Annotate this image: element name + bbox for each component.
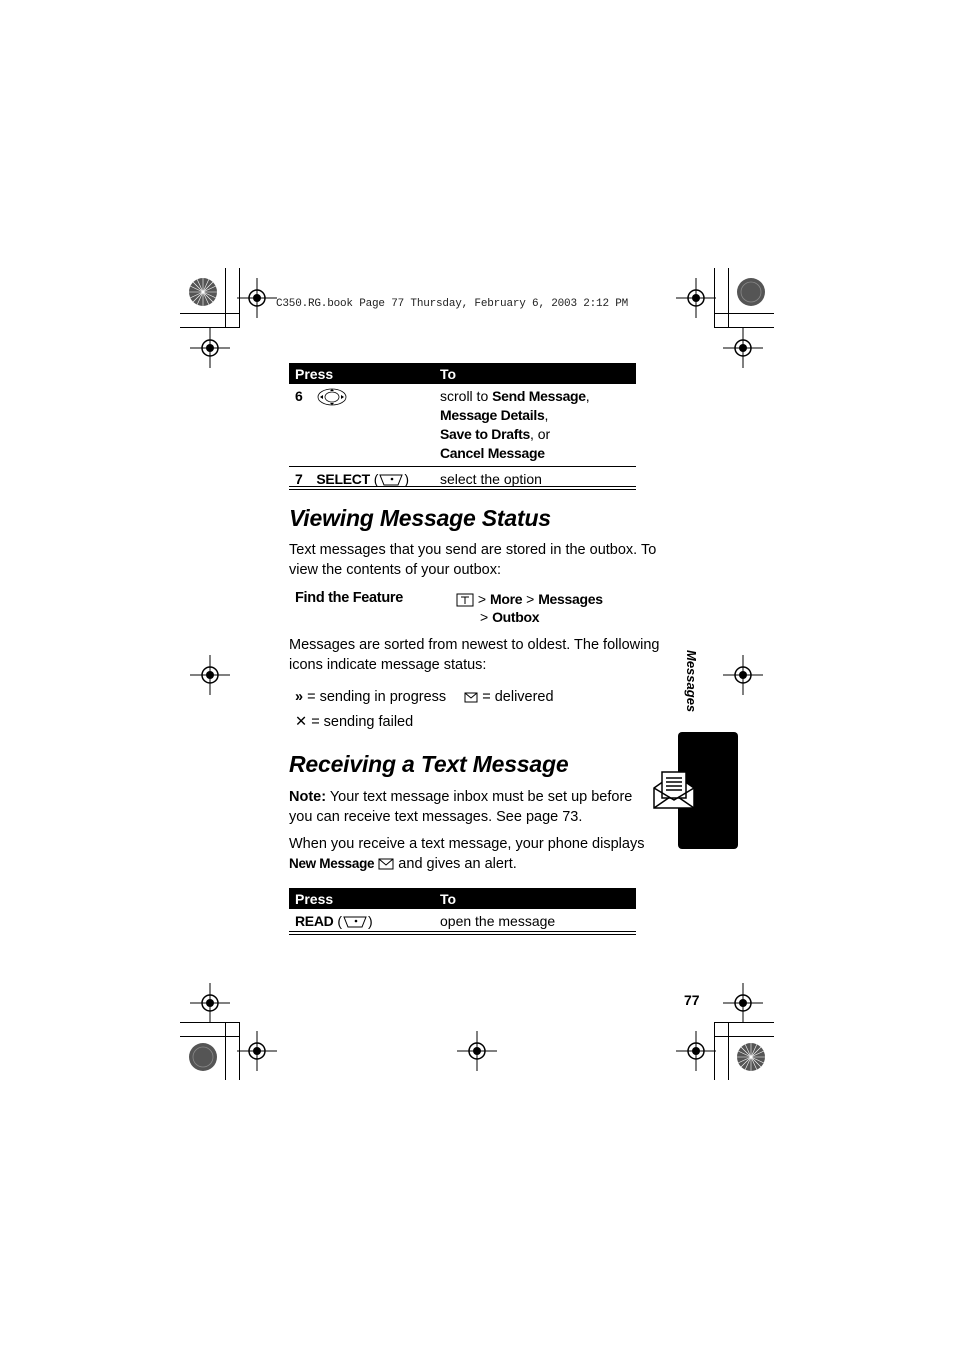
crosshair-mark-icon <box>676 278 716 318</box>
side-section-label: Messages <box>684 650 699 713</box>
crosshair-mark-icon <box>723 328 763 368</box>
crosshair-mark-icon <box>723 655 763 695</box>
path-outbox: Outbox <box>492 609 540 625</box>
new-message-label: New Message <box>289 856 375 871</box>
column-header-press: Press <box>289 888 434 909</box>
envelope-icon <box>378 858 394 870</box>
sorted-text: Messages are sorted from newest to oldest. The following icons indicate message status: <box>289 637 660 673</box>
column-header-press: Press <box>289 363 434 384</box>
select-key-label: SELECT <box>316 471 370 487</box>
crosshair-mark-icon <box>190 655 230 695</box>
punct: ) <box>368 913 373 929</box>
crosshair-mark-icon <box>237 278 277 318</box>
crosshair-mark-icon <box>723 983 763 1023</box>
menu-key-icon <box>456 593 474 607</box>
nav-key-icon <box>316 387 348 407</box>
starburst-mark-icon <box>183 272 223 312</box>
receive-text: and gives an alert. <box>394 856 517 872</box>
table-bottom-rule <box>289 486 636 490</box>
option-save-to-drafts: Save to Drafts <box>440 426 530 442</box>
table-bottom-rule <box>289 931 636 935</box>
path-messages: Messages <box>538 591 603 607</box>
crosshair-mark-icon <box>237 1031 277 1071</box>
column-header-to: To <box>434 363 636 384</box>
path-separator: > <box>474 591 490 607</box>
envelope-icon <box>464 692 478 703</box>
row-text: scroll to <box>440 388 493 404</box>
section-title-viewing-status: Viewing Message Status <box>289 505 551 531</box>
option-cancel-message: Cancel Message <box>440 445 545 461</box>
receive-paragraph <box>289 834 661 874</box>
double-chevron-icon: » <box>295 689 304 705</box>
starburst-mark-icon <box>731 272 771 312</box>
punct: ( <box>369 471 379 487</box>
press-to-table-2 <box>289 888 636 934</box>
note-paragraph <box>289 787 649 827</box>
crosshair-mark-icon <box>676 1031 716 1071</box>
table-row <box>289 384 636 467</box>
press-to-table-1 <box>289 363 636 492</box>
note-text: Your text message inbox must be set up before you can receive text messages. See page 73. <box>289 789 633 825</box>
right-softkey-icon <box>342 915 368 929</box>
read-key-label: READ <box>295 913 334 929</box>
path-separator: > <box>522 591 539 607</box>
status-legend <box>295 689 554 705</box>
punct: ) <box>404 471 410 487</box>
punct: , <box>585 388 590 404</box>
message-envelope-icon <box>652 770 696 810</box>
path-separator: > <box>480 609 493 625</box>
section-intro: Text messages that you send are stored in the outbox. To view the contents of your outbox: <box>289 542 657 578</box>
find-feature-label: Find the Feature <box>295 590 403 606</box>
option-send-message: Send Message <box>492 388 586 404</box>
column-header-to: To <box>434 888 636 909</box>
note-label: Note: <box>289 789 327 805</box>
punct: ( <box>333 913 343 929</box>
feature-path <box>456 590 603 626</box>
punct: , <box>544 407 549 423</box>
status-text: = sending failed <box>311 714 414 730</box>
starburst-mark-icon <box>731 1037 771 1077</box>
starburst-mark-icon <box>183 1037 223 1077</box>
crosshair-mark-icon <box>190 328 230 368</box>
x-mark-icon: ✕ <box>295 714 308 730</box>
section-title-receiving: Receiving a Text Message <box>289 751 569 777</box>
path-more: More <box>489 591 523 607</box>
step-number: 7 <box>295 471 303 487</box>
crosshair-mark-icon <box>457 1031 497 1071</box>
status-legend-failed <box>295 714 413 730</box>
status-text: = delivered <box>482 689 554 705</box>
crosshair-mark-icon <box>190 983 230 1023</box>
row-text: open the message <box>440 913 556 929</box>
print-header: C350.RG.book Page 77 Thursday, February 6, 2003 2:12 PM <box>276 298 629 310</box>
row-text: select the option <box>434 467 636 493</box>
step-number: 6 <box>295 388 303 404</box>
page-number: 77 <box>684 992 700 1008</box>
receive-text: When you receive a text message, your phone displays <box>289 836 645 852</box>
status-text: = sending in progress <box>307 689 447 705</box>
option-message-details: Message Details <box>440 407 545 423</box>
row-text: , or <box>529 426 551 442</box>
